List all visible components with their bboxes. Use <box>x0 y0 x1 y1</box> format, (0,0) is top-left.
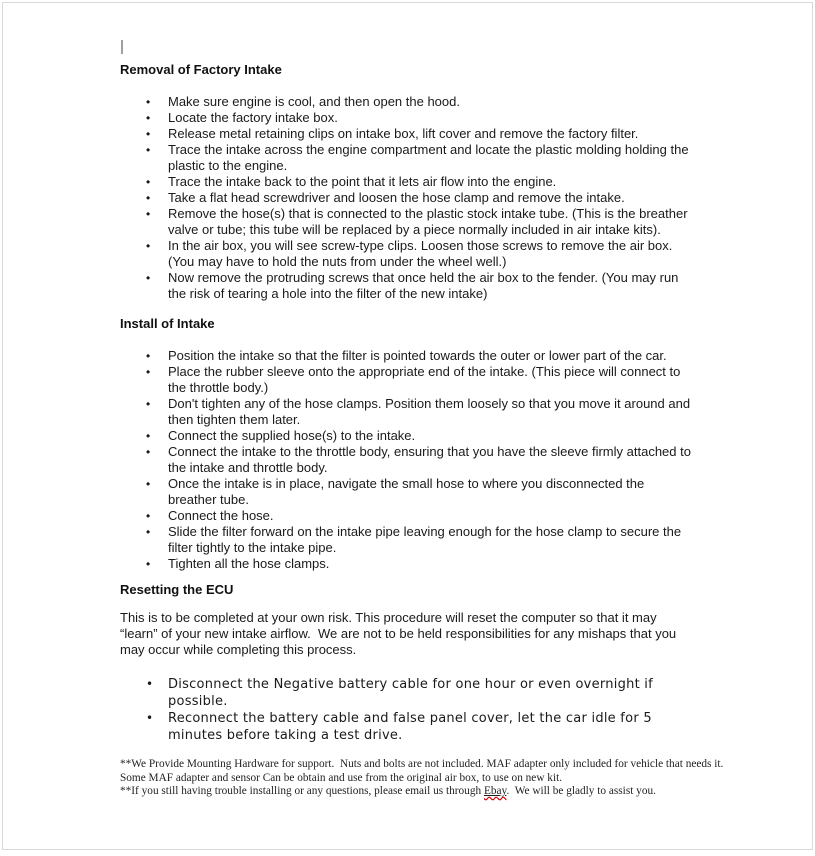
list-item <box>120 174 696 190</box>
bullet-list-removal <box>120 94 696 302</box>
bullet-icon: • <box>146 271 151 285</box>
list-item <box>120 710 696 744</box>
footnote-block <box>120 758 724 799</box>
bullet-list-install <box>120 348 696 572</box>
section-heading-ecu: Resetting the ECU <box>120 582 234 597</box>
list-item <box>120 190 696 206</box>
bullet-icon: • <box>146 477 151 491</box>
bullet-icon: • <box>146 127 151 141</box>
list-item-text: Tighten all the hose clamps. <box>168 556 330 571</box>
bullet-list-ecu <box>120 676 696 744</box>
list-item-text: In the air box, you will see screw-type clips. Loosen those screws to remove the air box. (You may have to hold the nuts from under the wheel well.) <box>168 238 676 269</box>
list-item-text: Release metal retaining clips on intake box, lift cover and remove the factory filter. <box>168 126 639 141</box>
bullet-icon: • <box>146 111 151 125</box>
list-item <box>120 142 696 174</box>
list-item-text: Don't tighten any of the hose clamps. Position them loosely so that you move it around and then tighten them later. <box>168 396 694 427</box>
list-item <box>120 428 696 444</box>
list-item <box>120 364 696 396</box>
list-item <box>120 270 696 302</box>
list-item <box>120 94 696 110</box>
bullet-icon: • <box>146 207 151 221</box>
list-item <box>120 110 696 126</box>
spellcheck-underline: Ebay <box>483 785 507 797</box>
list-item <box>120 444 696 476</box>
list-item <box>120 206 696 238</box>
list-item-text: Position the intake so that the filter is pointed towards the outer or lower part of the car. <box>168 348 667 363</box>
bullet-icon: • <box>146 95 151 109</box>
bullet-icon: • <box>146 191 151 205</box>
list-item-text: Connect the hose. <box>168 508 274 523</box>
list-item <box>120 126 696 142</box>
ebay-link <box>484 785 506 797</box>
bullet-icon: • <box>146 509 151 523</box>
footnote-line <box>120 785 696 799</box>
document-content <box>120 40 724 799</box>
text-cursor <box>121 40 123 54</box>
ecu-disclaimer-paragraph: This is to be completed at your own risk. This procedure will reset the computer so that it may “learn” of your new intake airflow. We are not to be held responsibilities for any mishaps that you may occur while completing this process. <box>120 610 680 657</box>
footnote-text: . We will be gladly to assist you. <box>506 785 656 797</box>
bullet-icon: • <box>146 445 151 459</box>
list-item-text: Once the intake is in place, navigate the small hose to where you disconnected the breather tube. <box>168 476 648 507</box>
list-item <box>120 676 696 710</box>
list-item-text: Now remove the protruding screws that once held the air box to the fender. (You may run the risk of tearing a hole into the filter of the new intake) <box>168 270 683 301</box>
bullet-icon: • <box>146 239 151 253</box>
list-item-text: Connect the intake to the throttle body, ensuring that you have the sleeve firmly attached to the intake and throttle body. <box>168 444 695 475</box>
list-item-text: Take a flat head screwdriver and loosen the hose clamp and remove the intake. <box>168 190 625 205</box>
footnote-line: **We Provide Mounting Hardware for support. Nuts and bolts are not included. MAF adapter only included for vehicle that needs it. <box>120 758 724 770</box>
list-item <box>120 476 696 508</box>
bullet-icon: • <box>146 365 151 379</box>
bullet-icon: • <box>146 429 151 443</box>
bullet-icon: • <box>146 397 151 411</box>
bullet-icon: • <box>146 175 151 189</box>
bullet-icon: • <box>146 349 151 363</box>
list-item <box>120 508 696 524</box>
footnote-text: **If you still having trouble installing or any questions, please email us through <box>120 785 484 797</box>
list-item <box>120 348 696 364</box>
list-item-text: Trace the intake across the engine compartment and locate the plastic molding holding the plastic to the engine. <box>168 142 693 173</box>
list-item-text: Make sure engine is cool, and then open the hood. <box>168 94 460 109</box>
list-item-text: Connect the supplied hose(s) to the intake. <box>168 428 416 443</box>
list-item-text: Remove the hose(s) that is connected to the plastic stock intake tube. (This is the breather valve or tube; this tube will be replaced by a piece normally included in air intake kits). <box>168 206 692 237</box>
bullet-icon: • <box>146 557 151 571</box>
section-heading-removal: Removal of Factory Intake <box>120 62 282 77</box>
list-item-text: Reconnect the battery cable and false panel cover, let the car idle for 5 minutes before taking a test drive. <box>168 711 657 743</box>
list-item <box>120 524 696 556</box>
bullet-icon: • <box>146 677 154 691</box>
list-item <box>120 556 696 572</box>
list-item-text: Disconnect the Negative battery cable for one hour or even overnight if possible. <box>168 677 658 709</box>
list-item-text: Slide the filter forward on the intake pipe leaving enough for the hose clamp to secure the filter tightly to the intake pipe. <box>168 524 685 555</box>
footnote-line: Some MAF adapter and sensor Can be obtain and use from the original air box, to use on new kit. <box>120 771 563 784</box>
bullet-icon: • <box>146 711 154 725</box>
bullet-icon: • <box>146 143 151 157</box>
list-item-text: Trace the intake back to the point that it lets air flow into the engine. <box>168 174 557 189</box>
bullet-icon: • <box>146 525 151 539</box>
list-item <box>120 238 696 270</box>
list-item-text: Locate the factory intake box. <box>168 110 338 125</box>
section-heading-install: Install of Intake <box>120 316 215 331</box>
list-item-text: Place the rubber sleeve onto the appropriate end of the intake. (This piece will connect to the throttle body.) <box>168 364 684 395</box>
list-item <box>120 396 696 428</box>
